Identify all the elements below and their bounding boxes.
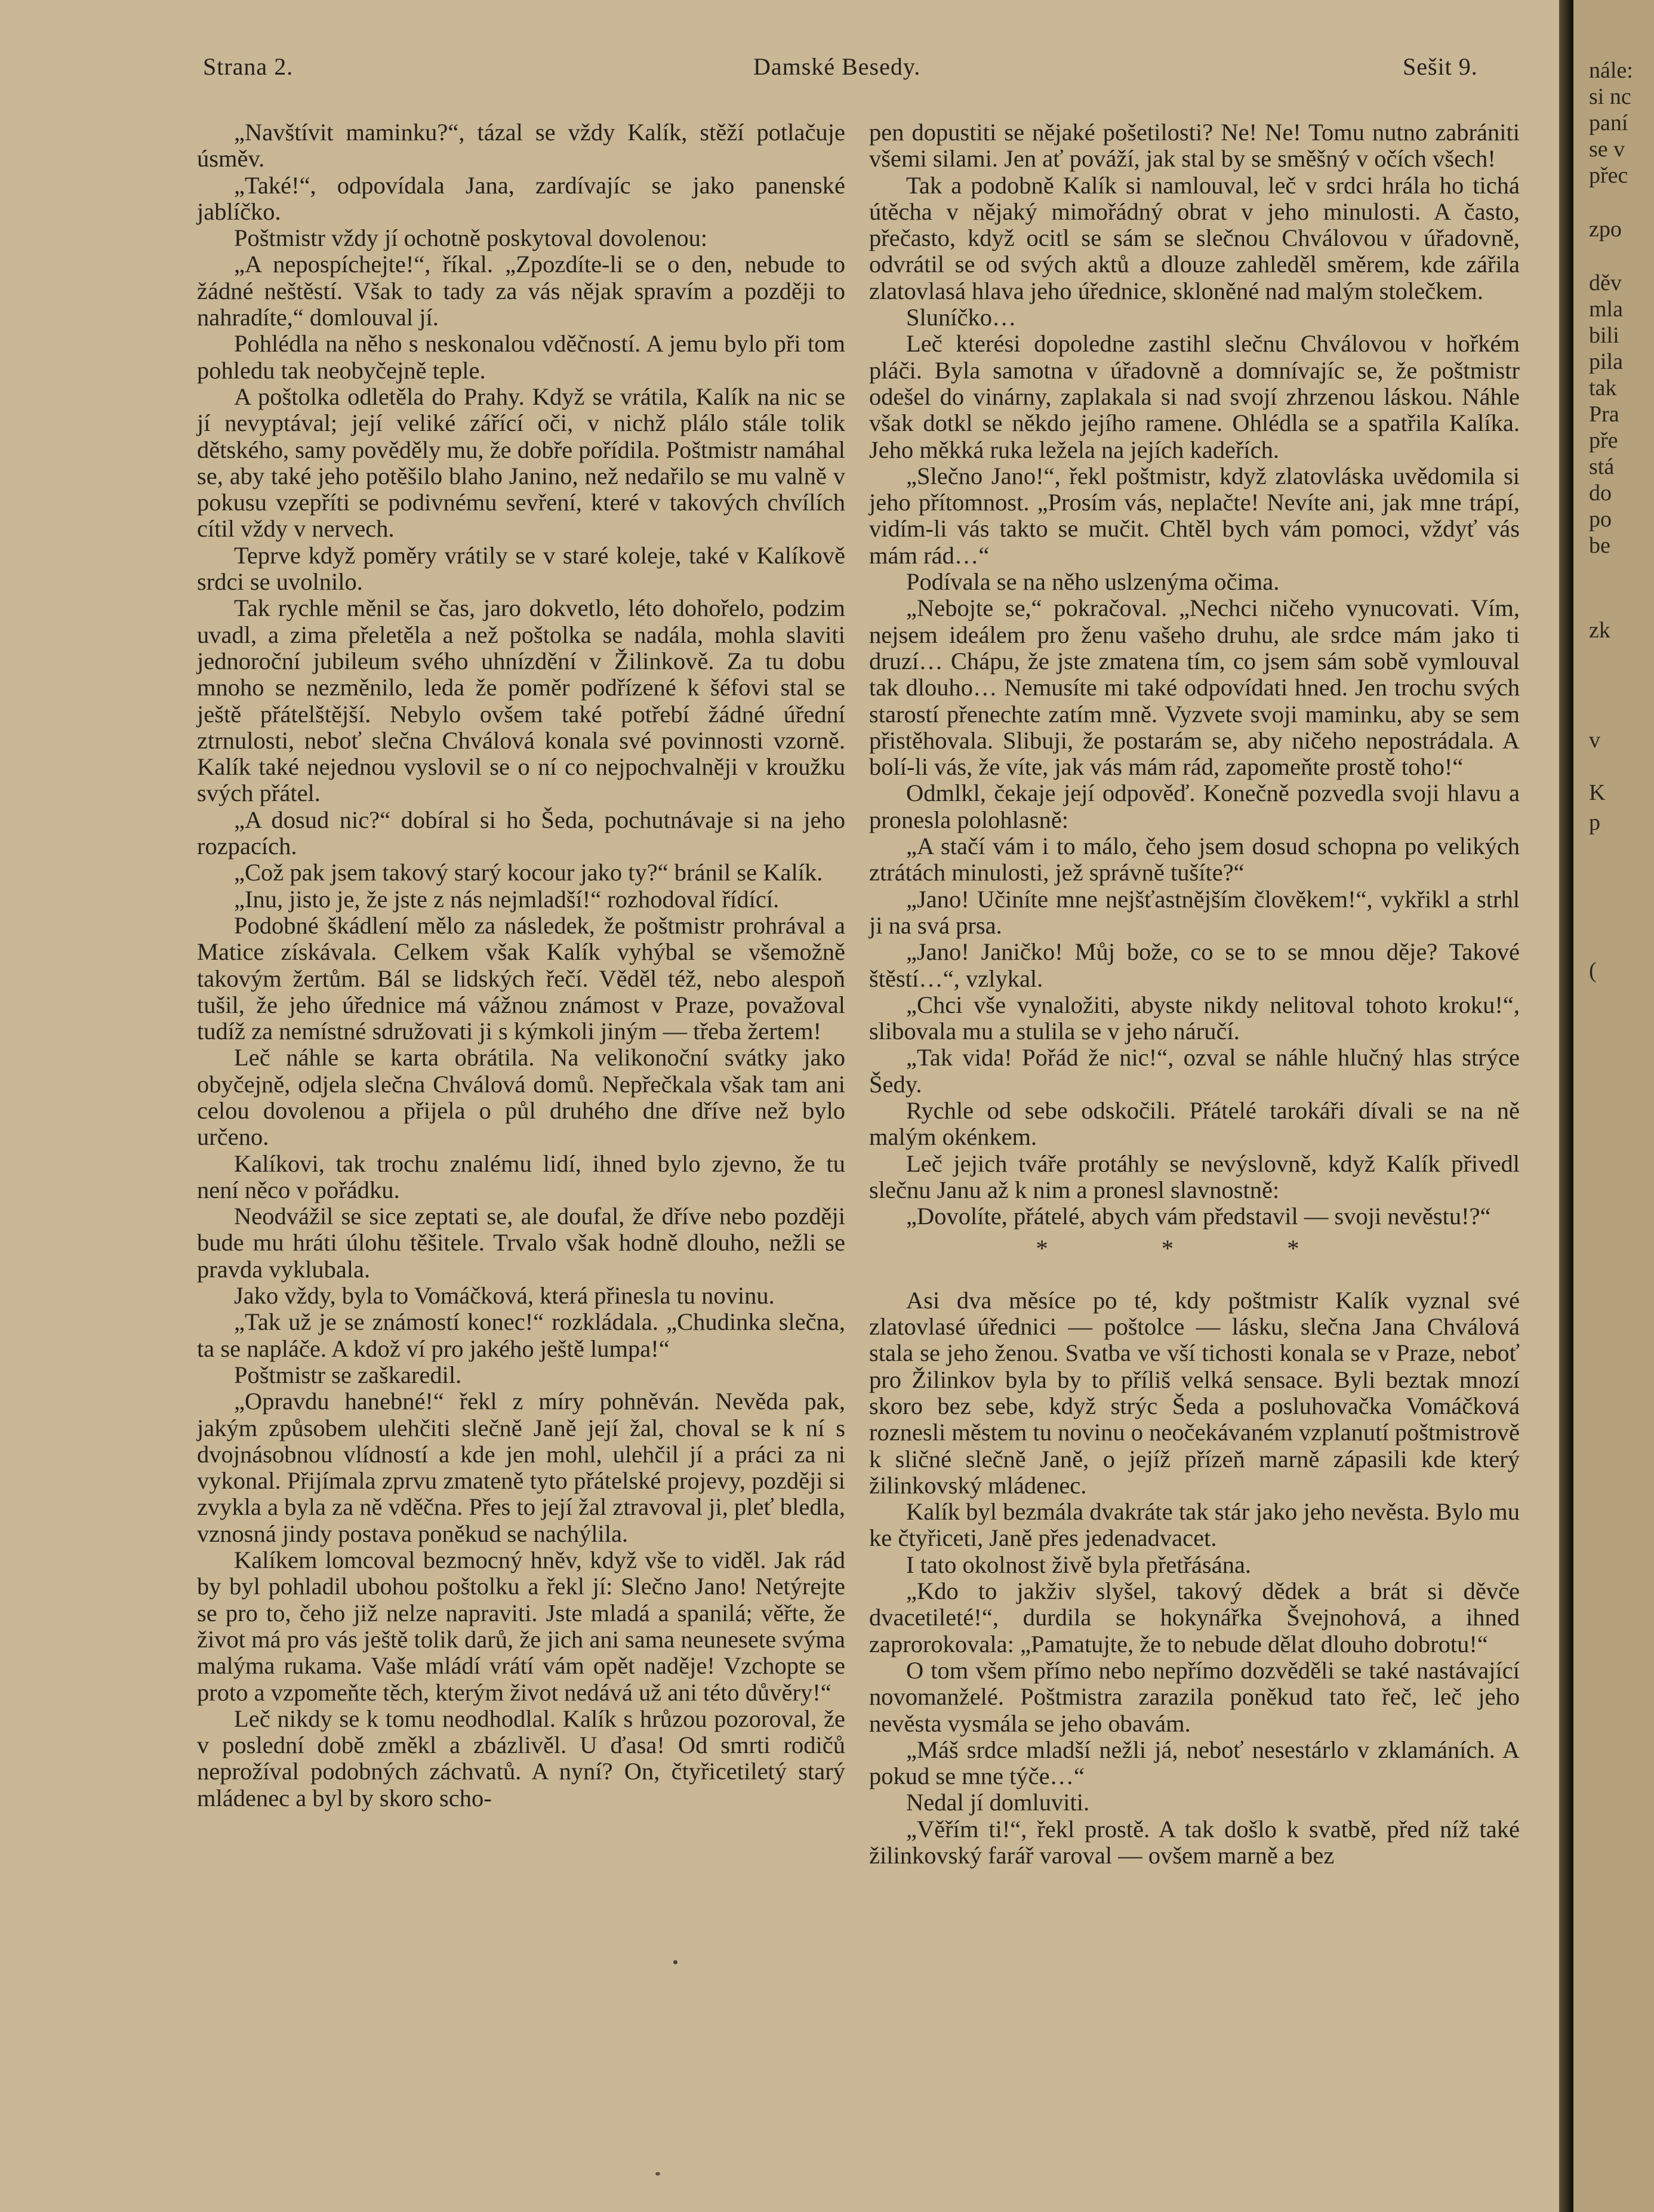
paragraph: Leč kterési dopoledne zastihl slečnu Chválovou v hořkém pláči. Byla samotna v úřadovně a domnívajíc se, že poštmistr odešel do vinárny, zaplakala si nad svojí zhrzenou láskou. Náhle však dotkl se někdo jejího ramene. Ohlédla se a spatřila Kalíka. Jeho měkká ruka ležela na jejích kadeřích. bbox=[869, 330, 1520, 463]
paragraph: „A nepospíchejte!“, říkal. „Zpozdíte-li se o den, nebude to žádné neštěstí. Však to tady za vás nějak spravím a později to nahradíte,“ domlouval jí. bbox=[197, 251, 845, 331]
paragraph: „A stačí vám i to málo, čeho jsem dosud schopna po velikých ztrátách minulosti, jež správně tušíte?“ bbox=[869, 833, 1520, 886]
adjacent-page-fragment bbox=[1573, 0, 1654, 2212]
paragraph: Podobné škádlení mělo za následek, že poštmistr prohrával a Matice získávala. Celkem však Kalík vyhýbal se všemožně takovým žertům. Bál se lidských řečí. Věděl též, nebo alespoň tušil, že jeho úřednice má vážnou známost v Praze, považoval tudíž za nemístné sdružovati ji s kýmkoli jiným — třeba žertem! bbox=[197, 911, 845, 1045]
text-fragment: přec bbox=[1589, 163, 1628, 188]
paragraph: Kalík byl bezmála dvakráte tak stár jako jeho nevěsta. Bylo mu ke čtyřiceti, Janě přes jedenadvacet. bbox=[869, 1498, 1520, 1552]
text-fragment: zk bbox=[1589, 618, 1610, 643]
text-fragment: pře bbox=[1589, 428, 1618, 453]
page-gutter-shadow bbox=[1559, 0, 1573, 2212]
text-fragment: nále: bbox=[1589, 58, 1633, 83]
paragraph: „Dovolíte, přátelé, abych vám představil — svoji nevěstu!?“ bbox=[906, 1203, 1491, 1230]
text-fragment: mla bbox=[1589, 297, 1623, 322]
text-fragment: ( bbox=[1589, 958, 1597, 983]
paragraph: A poštolka odletěla do Prahy. Když se vrátila, Kalík na nic se jí nevyptával; její veliké zářící oči, v nichž plálo stále tolik dětského, samy pověděly mu, že dobře pořídila. Poštmistr namáhal se, aby také jeho potěšilo blaho Janino, než nedařilo se mu valně v pokusu vzepříti se podivnému sevření, které v takových chvílích cítil vždy v nervech. bbox=[197, 383, 845, 543]
left-column bbox=[197, 119, 845, 1812]
paragraph: O tom všem přímo nebo nepřímo dozvěděli se také nastávající novomanželé. Poštmistra zarazila poněkud tato řeč, leč jeho nevěsta vysmála se jeho obavám. bbox=[869, 1656, 1520, 1737]
paragraph: „Slečno Jano!“, řekl poštmistr, když zlatovláska uvědomila si jeho přítomnost. „Prosím vás, neplačte! Nevíte ani, jak mne trápí, vidím-li vás takto se mučit. Chtěl bych vám pomoci, vždyť vás mám rád…“ bbox=[869, 462, 1520, 569]
paragraph: Kalíkovi, tak trochu znalému lidí, ihned bylo zjevno, že tu není něco v pořádku. bbox=[197, 1150, 845, 1203]
paragraph: Podívala se na něho uslzenýma očima. bbox=[906, 568, 1280, 596]
paragraph: Poštmistr vždy jí ochotně poskytoval dovolenou: bbox=[234, 224, 708, 252]
text-fragment: po bbox=[1589, 507, 1612, 532]
text-fragment: pila bbox=[1589, 349, 1623, 374]
paragraph: Leč jejich tváře protáhly se nevýslovně, když Kalík přivedl slečnu Janu až k nim a pronesl slavnostně: bbox=[869, 1150, 1520, 1203]
text-fragment: se v bbox=[1589, 137, 1625, 162]
paragraph: „Věřím ti!“, řekl prostě. A tak došlo k svatbě, před níž také žilinkovský farář varoval — ovšem marně a bez bbox=[869, 1815, 1520, 1869]
paragraph: Pohlédla na něho s neskonalou vděčností. A jemu bylo při tom pohledu tak neobyčejně teple. bbox=[197, 330, 845, 384]
paragraph: Asi dva měsíce po té, kdy poštmistr Kalík vyznal své zlatovlasé úřednici — poštolce — lásku, slečna Jana Chválová stala se jeho ženou. Svatba ve vší tichosti konala se v Praze, neboť pro Žilinkov byla by to příliš velká sensace. Byli beztak mnozí skoro bez sebe, když strýc Šeda a posluhovačka Vomáčková roznesli městem tu novinu o neočekávaném vzplanutí poštmistrově k sličné slečně Janě, o jejíž přízeň marně zápasili kde který žilinkovský mládenec. bbox=[869, 1286, 1520, 1499]
paragraph: „Tak vida! Pořád že nic!“, ozval se náhle hlučný hlas strýce Šedy. bbox=[869, 1044, 1520, 1098]
text-fragment: do bbox=[1589, 480, 1612, 506]
issue-number: Sešit 9. bbox=[1403, 53, 1478, 80]
paragraph: „Inu, jisto je, že jste z nás nejmladší!“ rozhodoval řídící. bbox=[234, 885, 780, 913]
paragraph: „Opravdu hanebné!“ řekl z míry pohněván. Nevěda pak, jakým způsobem ulehčiti slečně Janě její žal, choval se k ní s dvojnásobnou vlídností a kde jen mohl, ulehčil jí a práci za ni vykonal. Přijímala zprvu zmateně tyto přátelské projevy, později si zvykla a byla za ně vděčna. Přes to její žal ztravoval ji, pleť bledla, vznosná jindy postava poněkud se nachýlila. bbox=[197, 1388, 845, 1547]
magazine-title: Damské Besedy. bbox=[753, 53, 921, 80]
paragraph: „Chci vše vynaložiti, abyste nikdy nelitoval tohoto kroku!“, slibovala mu a stulila se v jeho náručí. bbox=[869, 991, 1520, 1045]
text-fragment: K bbox=[1589, 780, 1606, 805]
paragraph: Leč náhle se karta obrátila. Na velikonoční svátky jako obyčejně, odjela slečna Chválová domů. Nepřečkala však tam ani celou dovolenou a přijela o půl druhého dne dříve než bylo určeno. bbox=[197, 1044, 845, 1151]
text-fragment: tak bbox=[1589, 375, 1617, 400]
section-separator: * * * bbox=[1036, 1235, 1353, 1262]
text-fragment: si nc bbox=[1589, 84, 1631, 109]
text-fragment: děv bbox=[1589, 270, 1622, 295]
text-fragment: v bbox=[1589, 728, 1600, 753]
text-fragment: be bbox=[1589, 533, 1610, 558]
paragraph: Kalíkem lomcoval bezmocný hněv, když vše to viděl. Jak rád by byl pohladil ubohou poštolku a řekl jí: Slečno Jano! Netýrejte se pro to, čeho již nelze napraviti. Jste mladá a spanilá; věřte, že život má pro vás ještě tolik darů, že jich ani sama neunesete svýma malýma rukama. Vaše mládí vrátí vám opět naděje! Vzchopte se proto a vzpomeňte těch, kterým život nedává už ani této důvěry!“ bbox=[197, 1546, 845, 1706]
paragraph: Neodvážil se sice zeptati se, ale doufal, že dříve nebo později bude mu hráti úlohu těšitele. Trvalo však hodně dlouho, nežli se pravda vyklubala. bbox=[197, 1203, 845, 1283]
print-speck bbox=[673, 1960, 677, 1964]
paragraph: Odmlkl, čekaje její odpověď. Konečně pozvedla svoji hlavu a pronesla polohlasně: bbox=[869, 780, 1520, 833]
paragraph: Teprve když poměry vrátily se v staré koleje, také v Kalíkově srdci se uvolnilo. bbox=[197, 541, 845, 596]
text-fragment: stá bbox=[1589, 454, 1615, 479]
paragraph: Poštmistr se zaškaredil. bbox=[234, 1361, 462, 1388]
text-fragment: Pra bbox=[1589, 402, 1619, 427]
paragraph: „Tak už je se známostí konec!“ rozkládala. „Chudinka slečna, ta se napláče. A kdož ví pro jakého ještě lumpa!“ bbox=[197, 1308, 845, 1362]
print-speck bbox=[655, 2172, 660, 2176]
text-fragment: p bbox=[1589, 810, 1600, 835]
paragraph: Leč nikdy se k tomu neodhodlal. Kalík s hrůzou pozoroval, že v poslední době změkl a zbázlivěl. U ďasa! Od smrti rodičů neprožíval podobných záchvatů. A nyní? On, čtyřicetiletý starý mládenec a byl by skoro scho- bbox=[197, 1705, 845, 1812]
paragraph: „Také!“, odpovídala Jana, zardívajíc se jako panenské jablíčko. bbox=[197, 171, 845, 225]
paragraph: I tato okolnost živě byla přetřásána. bbox=[906, 1551, 1252, 1578]
text-fragment: paní bbox=[1589, 110, 1628, 135]
paragraph: „A dosud nic?“ dobíral si ho Šeda, pochutnávaje si na jeho rozpacích. bbox=[197, 806, 845, 860]
paragraph: Tak rychle měnil se čas, jaro dokvetlo, léto dohořelo, podzim uvadl, a zima přeletěla a než poštolka se nadála, mohla slaviti jednoroční jubileum svého uhnízdění v Žilinkově. Za tu dobu mnoho se nezměnilo, leda že poměr podřízené k šéfovi stal se ještě přátelštější. Nebylo ovšem také potřebí žádné úřední ztrnulosti, neboť slečna Chválová konala své povinnosti vzorně. Kalík také nejednou vyslovil se o ní co nejpochvalněji v kroužku svých přátel. bbox=[197, 594, 845, 807]
text-fragment: zpo bbox=[1589, 217, 1622, 242]
paragraph: Tak a podobně Kalík si namlouval, leč v srdci hrála ho tichá útěcha v nějaký mimořádný obrat v jeho minulosti. A často, přečasto, když ocitl se sám se slečnou Chválovou v úřadovně, odvrátil se od svých aktů a dlouze zahleděl směrem, kde zářila zlatovlasá hlava jeho úřednice, skloněné nad malým stolečkem. bbox=[869, 171, 1520, 304]
paragraph: „Jano! Učiníte mne nejšťastnějším člověkem!“, vykřikl a strhl ji na svá prsa. bbox=[869, 885, 1520, 939]
paragraph: Sluníčko… bbox=[906, 304, 1017, 331]
paragraph: „Nebojte se,“ pokračoval. „Nechci ničeho vynucovati. Vím, nejsem ideálem pro ženu vašeho druhu, ale srdce mám jako ti druzí… Chápu, že jste zmatena tím, co jsem sám sobě vymlouval tak dlouho… Nemusíte mi také odpovídati hned. Jen trochu svých starostí přenechte zatím mně. Vyzvete svoji maminku, aby se sem přistěhovala. Slibuji, že postarám se, aby ničeho nepostrádala. A bolí-li vás, že víte, jak vás mám rád, zapomeňte prostě toho!“ bbox=[869, 594, 1520, 781]
paragraph: Jako vždy, byla to Vomáčková, která přinesla tu novinu. bbox=[234, 1282, 775, 1310]
paragraph: „Což pak jsem takový starý kocour jako ty?“ bránil se Kalík. bbox=[234, 859, 823, 886]
paragraph: „Máš srdce mladší nežli já, neboť nesestárlo v zklamáních. A pokud se mne týče…“ bbox=[869, 1736, 1520, 1790]
paragraph: „Navštívit maminku?“, tázal se vždy Kalík, stěží potlačuje úsměv. bbox=[197, 119, 845, 172]
paragraph: pen dopustiti se nějaké pošetilosti? Ne! Ne! Tomu nutno zabrániti všemi silami. Jen ať pováží, jak stal by se směšný v očích všech! bbox=[869, 119, 1520, 172]
paragraph: Nedal jí domluviti. bbox=[906, 1789, 1090, 1816]
page-number: Strana 2. bbox=[203, 53, 294, 80]
text-fragment: bili bbox=[1589, 323, 1619, 348]
right-column bbox=[869, 119, 1520, 1869]
paragraph: Rychle od sebe odskočili. Přátelé tarokáři dívali se na ně malým okénkem. bbox=[869, 1096, 1520, 1151]
paragraph: „Jano! Janičko! Můj bože, co se to se mnou děje? Takové štěstí…“, vzlykal. bbox=[869, 938, 1520, 992]
paragraph: „Kdo to jakživ slyšel, takový dědek a brát si děvče dvacetileté!“, durdila se hokynářka Švejnohová, a ihned zaprorokovala: „Pamatujte, že to nebude dělat dlouho dobrotu!“ bbox=[869, 1578, 1520, 1658]
